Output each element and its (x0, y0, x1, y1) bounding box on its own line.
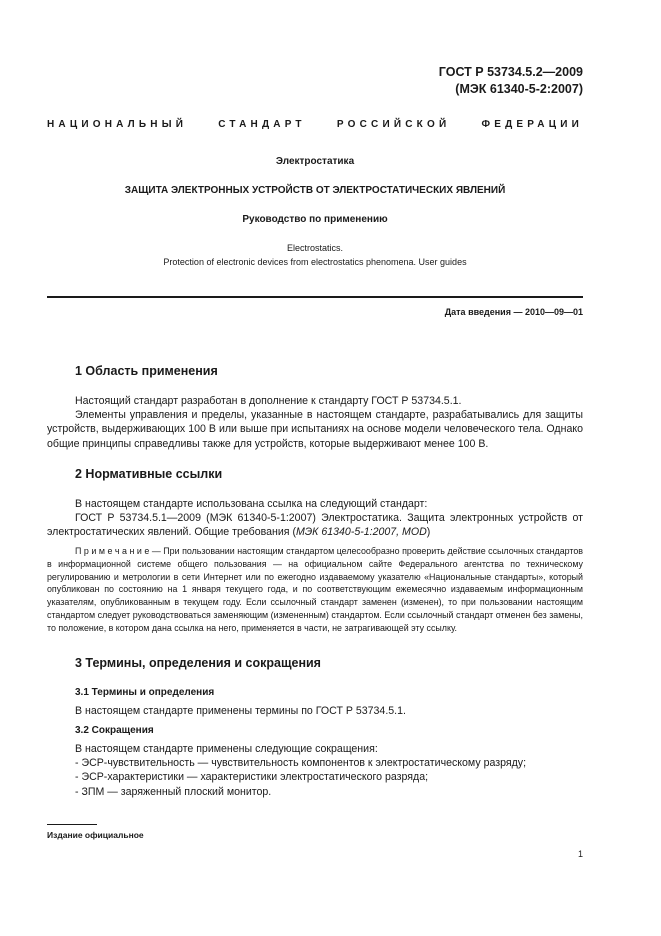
banner-word: СТАНДАРТ (218, 119, 306, 130)
abbreviations-list (75, 756, 583, 799)
footer-divider (47, 824, 97, 825)
subsection-3-2-heading: 3.2 Сокращения (75, 725, 154, 736)
section-2-paragraph-1: В настоящем стандарте использована ссылка на следующий стандарт: (75, 498, 428, 510)
standard-code-iec: (МЭК 61340-5-2:2007) (455, 82, 583, 96)
national-standard-banner (47, 119, 583, 130)
standard-code-gost: ГОСТ Р 53734.5.2—2009 (438, 65, 583, 79)
section-3-heading: 3 Термины, определения и сокращения (75, 656, 321, 670)
section-1-paragraph-1: Настоящий стандарт разработан в дополнение к стандарту ГОСТ Р 53734.5.1. (75, 395, 462, 407)
standard-code (439, 64, 583, 98)
page-number: 1 (577, 849, 583, 859)
title-divider (47, 296, 583, 298)
banner-word: ФЕДЕРАЦИИ (481, 119, 583, 130)
section-2-heading: 2 Нормативные ссылки (75, 467, 223, 481)
title-electrostatics: Электростатика (275, 156, 355, 167)
list-item: - ЭСР-характеристики — характеристики электростатического разряда; (75, 771, 429, 784)
title-main: ЗАЩИТА ЭЛЕКТРОННЫХ УСТРОЙСТВ ОТ ЭЛЕКТРОСТАТИЧЕСКИХ ЯВЛЕНИЙ (124, 185, 506, 196)
subsection-3-1-text: В настоящем стандарте применены термины по ГОСТ Р 53734.5.1. (75, 705, 406, 717)
title-english-1: Electrostatics. (286, 243, 344, 253)
banner-word: НАЦИОНАЛЬНЫЙ (47, 119, 188, 130)
title-guide: Руководство по применению (242, 214, 388, 225)
official-edition-label: Издание официальное (47, 830, 144, 840)
subsection-3-2-text: В настоящем стандарте применены следующие сокращения: (75, 743, 378, 755)
title-english-2: Protection of electronic devices from electrostatics phenomena. User guides (163, 257, 467, 267)
subsection-3-1-heading: 3.1 Термины и определения (75, 687, 215, 698)
note-label: П р и м е ч а н и е (75, 546, 150, 556)
section-2-note: П р и м е ч а н и е — При пользовании настоящим стандартом целесообразно проверить действие ссылочных стандартов в информационной системе общего пользования — на официальном сайте Федерального агентства по техническому регулированию и метрологии в сети Интернет или по ежегодно издаваемому указателю «Национальные стандарты», который опубликован по состоянию на 1 января текущего года, и по соответствующим ежемесячно издаваемым информационным указателям, опубликованным в текущем году. Если ссылочный стандарт заменен (изменен), то при пользовании настоящим стандартом следует руководствоваться заменяющим (измененным) стандартом. Если ссылочный стандарт отменен без замены, то положение, в котором дана ссылка на него, применяется в части, не затрагивающей эту ссылку. (47, 546, 584, 633)
list-item: - ЗПМ — заряженный плоский монитор. (75, 785, 272, 798)
list-item: - ЭСР-чувствительность — чувствительность компонентов к электростатическому разряду; (75, 757, 527, 769)
section-1-heading: 1 Область применения (75, 364, 218, 378)
introduction-date: Дата введения — 2010—09—01 (444, 307, 583, 317)
section-2-reference: ГОСТ Р 53734.5.1—2009 (МЭК 61340-5-1:2007) Электростатика. Защита электронных устройств от электростатических явлений. Общие требования (МЭК 61340-5-1:2007, MOD) (47, 512, 583, 539)
section-1-paragraph-2: Элементы управления и пределы, указанные в настоящем стандарте, разрабатывались для защиты устройств, выдерживающих 100 В или выше при испытаниях на основе модели человеческого тела. Однако общие принципы справедливы также для устройств, которые выдерживают менее 100 В. (47, 409, 583, 450)
banner-word: РОССИЙСКОЙ (336, 119, 451, 130)
